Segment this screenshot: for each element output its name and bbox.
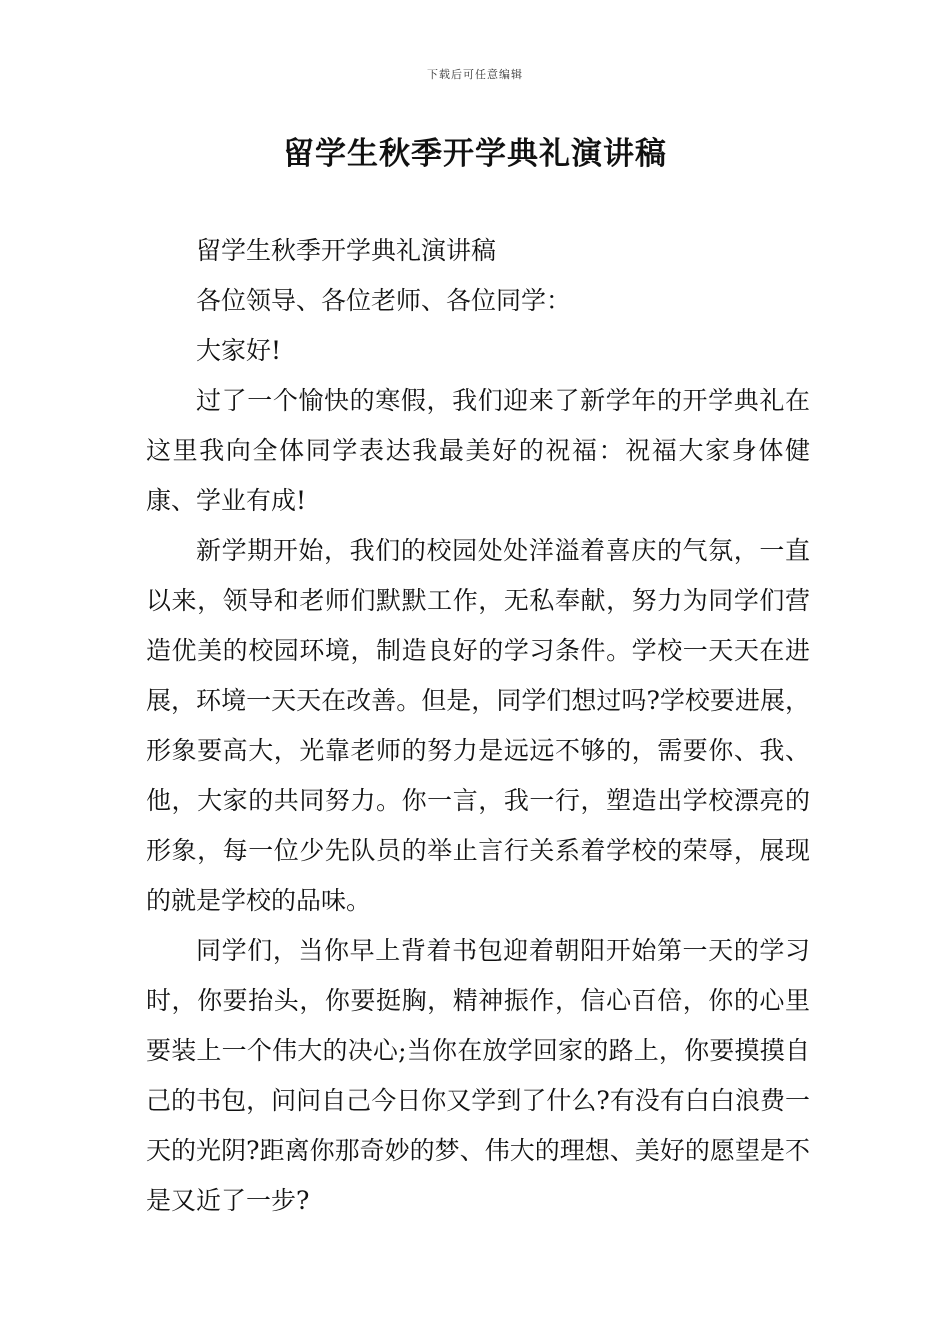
paragraph-salutation: 各位领导、各位老师、各位同学： xyxy=(196,286,572,315)
paragraph-greeting: 大家好! xyxy=(196,336,282,365)
paragraph-body-3: 同学们，当你早上背着书包迎着朝阳开始第一天的学习时，你要抬头，你要挺胸，精神振作，信心百倍，你的心里要装上一个伟大的决心;当你在放学回家的路上，你要摸摸自己的书包，问问自己今日你又学到了什么?有没有白白浪费一天的光阴?距离你那奇妙的梦、伟大的理想、美好的愿望是不是又近了一步? xyxy=(146,936,810,1215)
paragraph-body-1: 过了一个愉快的寒假，我们迎来了新学年的开学典礼在这里我向全体同学表达我最美好的祝福：祝福大家身体健康、学业有成! xyxy=(146,386,810,515)
paragraph-subtitle: 留学生秋季开学典礼演讲稿 xyxy=(196,236,497,265)
header-note: 下载后可任意编辑 xyxy=(427,68,523,81)
document-title: 留学生秋季开学典礼演讲稿 xyxy=(283,136,667,172)
paragraph-body-2: 新学期开始，我们的校园处处洋溢着喜庆的气氛，一直以来，领导和老师们默默工作，无私奉献，努力为同学们营造优美的校园环境，制造良好的学习条件。学校一天天在进展，环境一天天在改善。但是，同学们想过吗?学校要进展，形象要高大，光靠老师的努力是远远不够的，需要你、我、他，大家的共同努力。你一言，我一行，塑造出学校漂亮的形象，每一位少先队员的举止言行关系着学校的荣辱，展现的就是学校的品味。 xyxy=(146,536,810,915)
document-body xyxy=(146,226,810,1226)
